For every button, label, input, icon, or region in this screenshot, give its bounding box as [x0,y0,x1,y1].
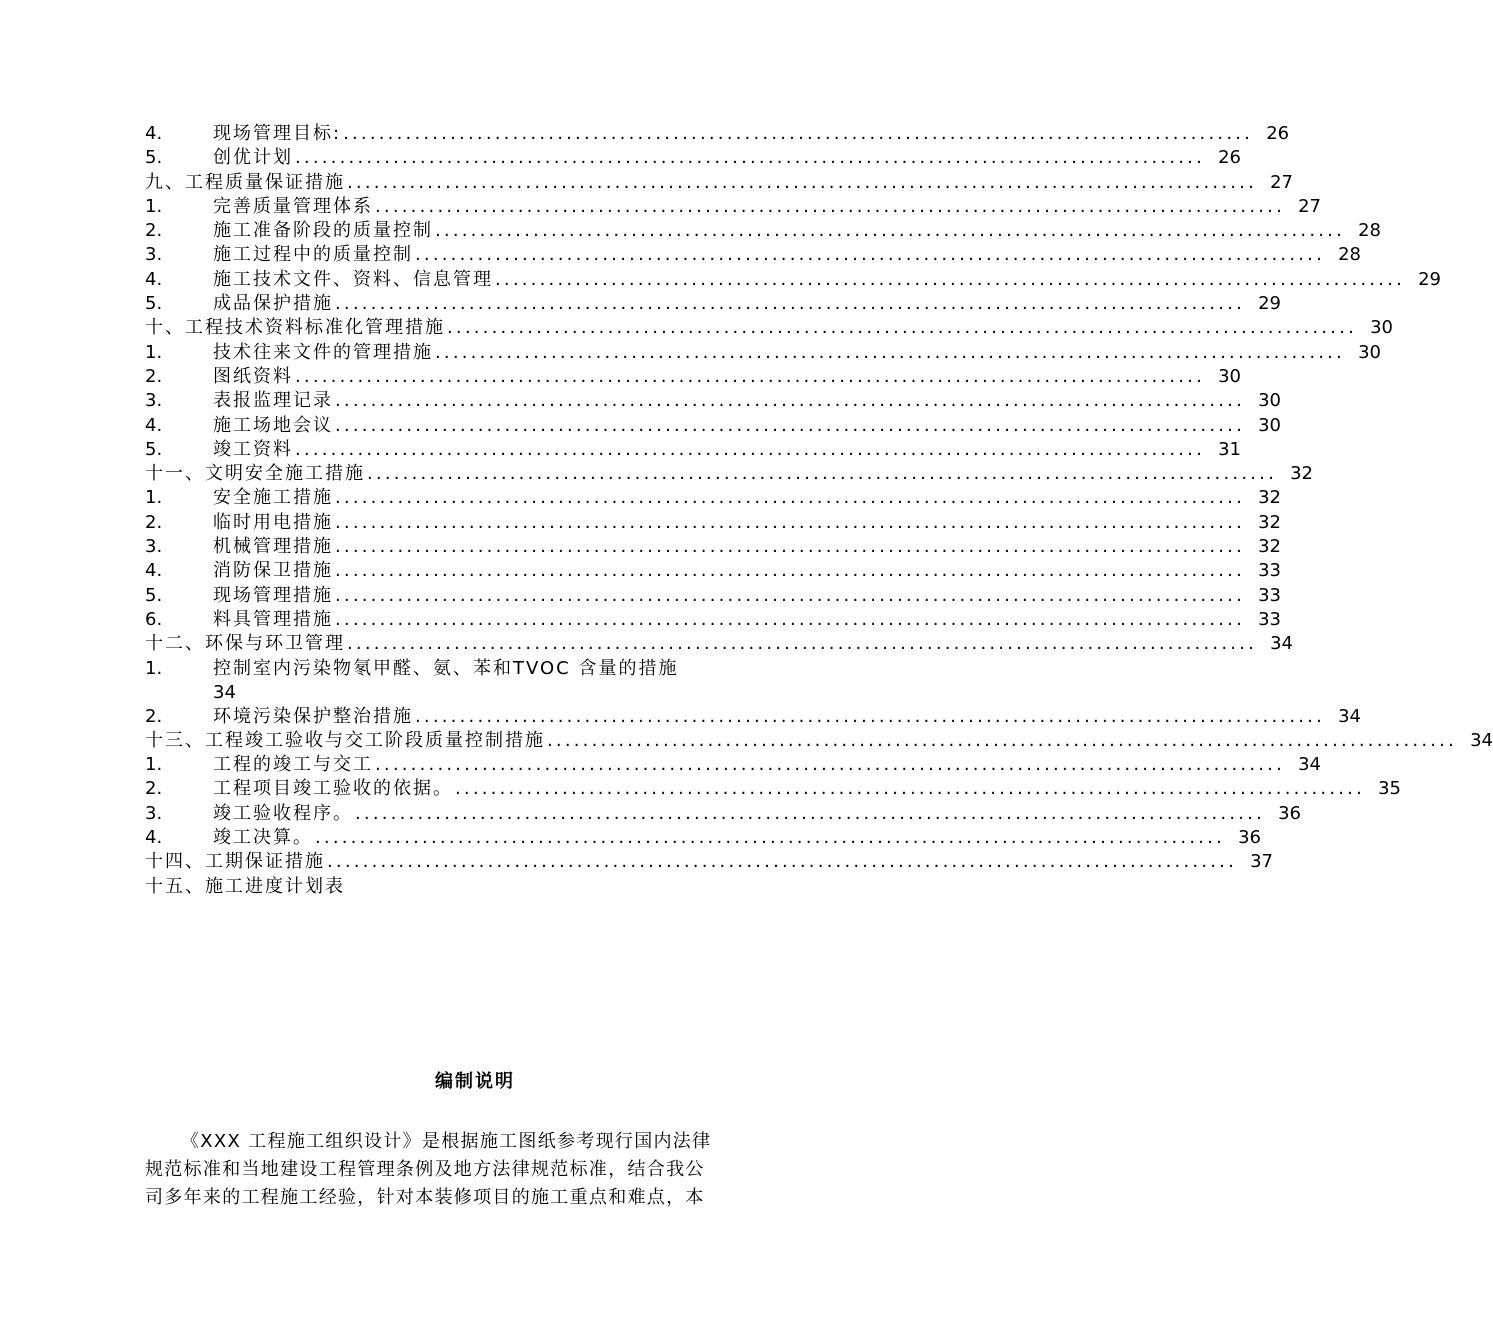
toc-entry-title: 施工过程中的质量控制 [213,244,413,266]
toc-section-entry [145,171,1294,195]
toc-entry-title: 十三、工程竣工验收与交工阶段质量控制措施 [145,729,545,751]
toc-subsection-entry [145,657,805,705]
toc-entry-number: 5. [145,147,163,169]
toc-entry-page: 32 [1258,536,1282,558]
toc-entry-body [213,414,1282,438]
toc-entry-title: 控制室内污染物氡甲醛、氨、苯和TVOC 含量的措施 [213,657,679,679]
toc-entry-number: 3. [145,536,163,558]
toc-subsection-entry [145,486,1282,510]
toc-subsection-entry [145,122,1290,146]
toc-subsection-entry [145,389,1282,413]
toc-entry-page: 30 [1258,390,1282,412]
toc-entry-page: 30 [1358,341,1382,363]
toc-section-entry [145,316,1394,340]
toc-dot-leader: ...................................................................................................... [355,802,1266,824]
toc-entry-body [145,316,1394,340]
toc-entry-title: 施工场地会议 [213,414,333,436]
toc-entry-title: 完善质量管理体系 [213,195,373,217]
toc-entry-title: 十二、环保与环卫管理 [145,633,345,655]
toc-entry-page: 36 [1238,827,1262,849]
toc-entry-title: 机械管理措施 [213,536,333,558]
toc-entry-body [213,122,1290,146]
toc-entry-body [213,486,1282,510]
toc-entry-number: 2. [145,705,163,727]
toc-subsection-entry [145,802,1302,826]
toc-subsection-entry [145,292,1282,316]
toc-dot-leader: ...................................................................................................... [347,171,1258,193]
toc-dot-leader: ...................................................................................................... [335,414,1246,436]
toc-entry-page: 32 [1258,487,1282,509]
toc-entry-page: 32 [1258,511,1282,533]
toc-subsection-entry [145,243,1362,267]
toc-dot-leader: ...................................................................................................... [295,147,1206,169]
toc-entry-number: 5. [145,438,163,460]
toc-entry-page: 33 [1258,560,1282,582]
toc-entry-number: 1. [145,487,163,509]
toc-entry-page: 37 [1250,851,1274,873]
toc-entry-body [213,365,1242,389]
toc-entry-number: 5. [145,584,163,606]
toc-subsection-entry [145,535,1282,559]
toc-dot-leader: ...................................................................................................... [375,195,1286,217]
toc-entry-body [213,608,1282,632]
toc-entry-title: 工程的竣工与交工 [213,754,373,776]
toc-entry-title: 表报监理记录 [213,390,333,412]
toc-entry-page: 30 [1370,317,1394,339]
toc-entry-body [213,753,1322,777]
toc-entry-title: 料具管理措施 [213,608,333,630]
toc-entry-title: 现场管理措施 [213,584,333,606]
toc-entry-number: 1. [145,657,163,679]
toc-section-entry [145,632,1294,656]
toc-dot-leader: ...................................................................................................... [375,754,1286,776]
toc-entry-body [213,657,805,681]
toc-subsection-entry [145,608,1282,632]
toc-subsection-entry [145,414,1282,438]
toc-subsection-entry [145,753,1322,777]
toc-entry-title: 十四、工期保证措施 [145,851,325,873]
toc-entry-number: 2. [145,365,163,387]
toc-subsection-entry [145,146,1242,170]
toc-subsection-entry [145,777,1402,801]
toc-entry-number: 2. [145,511,163,533]
toc-dot-leader: ...................................................................................................... [495,268,1406,290]
toc-entry-number: 3. [145,802,163,824]
toc-dot-leader: ...................................................................................................... [335,511,1246,533]
toc-subsection-entry [145,559,1282,583]
toc-entry-page: 27 [1298,195,1322,217]
toc-section-entry [145,729,1493,753]
toc-entry-title: 竣工资料 [213,438,293,460]
toc-entry-page: 26 [1218,147,1242,169]
toc-entry-body [213,389,1282,413]
toc-entry-title: 竣工决算。 [213,827,313,849]
toc-entry-page: 33 [1258,608,1282,630]
toc-dot-leader: ...................................................................................................... [335,390,1246,412]
toc-entry-number: 2. [145,220,163,242]
toc-dot-leader: ...................................................................................................... [315,827,1226,849]
toc-entry-title: 十、工程技术资料标准化管理措施 [145,317,445,339]
toc-entry-page: 26 [1266,123,1290,144]
toc-dot-leader: ...................................................................................................... [335,584,1246,606]
toc-dot-leader: ...................................................................................................... [343,123,1254,144]
toc-entry-title: 竣工验收程序。 [213,802,353,824]
toc-subsection-entry [145,365,1242,389]
toc-entry-number: 4. [145,414,163,436]
toc-entry-body [213,559,1282,583]
paragraph-line: 规范标准和当地建设工程管理条例及地方法律规范标准，结合我公 [145,1159,705,1180]
toc-dot-leader: ...................................................................................................... [435,341,1346,363]
toc-entry-body [145,632,1294,656]
toc-entry-number: 6. [145,608,163,630]
paragraph-line: 司多年来的工程施工经验，针对本装修项目的施工重点和难点，本 [145,1187,705,1208]
toc-dot-leader: ...................................................................................................... [447,317,1358,339]
toc-entry-title: 安全施工措施 [213,487,333,509]
toc-dot-leader: ...................................................................................................... [295,365,1206,387]
toc-subsection-entry [145,438,1242,462]
toc-entry-number: 1. [145,341,163,363]
toc-entry-page: 34 [1270,633,1294,655]
toc-entry-page: 34 [1298,754,1322,776]
toc-entry-number: 4. [145,560,163,582]
toc-dot-leader: ...................................................................................................... [295,438,1206,460]
toc-entry-title: 创优计划 [213,147,293,169]
toc-entry-number: 3. [145,390,163,412]
toc-entry-title: 消防保卫措施 [213,560,333,582]
toc-entry-title: 现场管理目标: [213,123,342,144]
toc-entry-page: 30 [1218,365,1242,387]
toc-entry-body [213,438,1242,462]
toc-dot-leader: ...................................................................................................... [335,608,1246,630]
toc-entry-body [213,268,1442,292]
toc-dot-leader: ...................................................................................................... [415,244,1326,266]
toc-entry-number: 3. [145,244,163,266]
toc-dot-leader: ...................................................................................................... [335,487,1246,509]
toc-entry-body [213,777,1402,801]
toc-entry-title: 图纸资料 [213,365,293,387]
toc-section-entry [145,850,1274,874]
toc-subsection-entry [145,826,1262,850]
toc-entry-title: 施工技术文件、资料、信息管理 [213,268,493,290]
toc-entry-title: 临时用电措施 [213,511,333,533]
toc-entry-number: 5. [145,293,163,315]
toc-entry-body [145,875,805,899]
toc-dot-leader: ...................................................................................................... [367,463,1278,485]
toc-dot-leader: ...................................................................................................... [547,729,1458,751]
toc-dot-leader: ...................................................................................................... [435,220,1346,242]
toc-dot-leader: ...................................................................................................... [335,536,1246,558]
toc-entry-page: 34 [1470,729,1493,751]
table-of-contents [145,122,1493,899]
toc-subsection-entry [145,268,1442,292]
toc-dot-leader: ...................................................................................................... [327,851,1238,873]
toc-subsection-entry [145,511,1282,535]
toc-entry-page: 29 [1418,268,1442,290]
toc-entry-page: 34 [213,681,236,703]
toc-entry-body [213,705,1362,729]
toc-entry-number: 4. [145,268,163,290]
toc-entry-number: 4. [145,123,163,144]
toc-entry-title: 施工准备阶段的质量控制 [213,220,433,242]
toc-entry-page: 30 [1258,414,1282,436]
toc-dot-leader: ...................................................................................................... [455,778,1366,800]
intro-paragraph [145,1128,805,1212]
toc-entry-body [213,341,1382,365]
toc-entry-number: 1. [145,754,163,776]
toc-dot-leader: ...................................................................................................... [347,633,1258,655]
toc-entry-number: 2. [145,778,163,800]
toc-entry-page: 34 [1338,705,1362,727]
toc-section-entry [145,462,1314,486]
toc-entry-body [213,802,1302,826]
toc-entry-page: 27 [1270,171,1294,193]
toc-subsection-entry [145,705,1362,729]
toc-subsection-entry [145,341,1382,365]
toc-entry-body [213,535,1282,559]
toc-entry-body [145,729,1493,753]
toc-entry-title: 环境污染保护整治措施 [213,705,413,727]
toc-dot-leader: ...................................................................................................... [335,293,1246,315]
toc-entry-title: 十一、文明安全施工措施 [145,463,365,485]
toc-entry-page: 35 [1378,778,1402,800]
toc-entry-page: 31 [1218,438,1242,460]
toc-entry-page: 36 [1278,802,1302,824]
toc-entry-body [213,146,1242,170]
toc-subsection-entry [145,195,1322,219]
toc-entry-page: 33 [1258,584,1282,606]
toc-entry-page: 28 [1338,244,1362,266]
toc-entry-number: 4. [145,827,163,849]
toc-section-entry [145,875,805,899]
toc-entry-title: 十五、施工进度计划表 [145,875,345,897]
toc-subsection-entry [145,219,1382,243]
toc-entry-body [145,171,1294,195]
toc-entry-body [213,584,1282,608]
paragraph-line: 《XXX 工程施工组织设计》是根据施工图纸参考现行国内法律 [181,1131,712,1152]
toc-entry-title: 技术往来文件的管理措施 [213,341,433,363]
toc-entry-title: 九、工程质量保证措施 [145,171,345,193]
toc-entry-body [213,292,1282,316]
toc-entry-page: 32 [1290,463,1314,485]
toc-entry-body [213,195,1322,219]
toc-entry-number: 1. [145,195,163,217]
toc-entry-body [213,219,1382,243]
section-heading: 编制说明 [435,1071,515,1092]
toc-subsection-entry [145,584,1282,608]
toc-dot-leader: ...................................................................................................... [335,560,1246,582]
toc-entry-title: 成品保护措施 [213,293,333,315]
toc-dot-leader: ...................................................................................................... [415,705,1326,727]
toc-entry-body [213,511,1282,535]
toc-entry-page: 28 [1358,220,1382,242]
toc-entry-title: 工程项目竣工验收的依据。 [213,778,453,800]
toc-entry-body [213,826,1262,850]
toc-entry-page: 29 [1258,293,1282,315]
toc-entry-body [213,243,1362,267]
toc-entry-body [145,462,1314,486]
toc-entry-body [145,850,1274,874]
